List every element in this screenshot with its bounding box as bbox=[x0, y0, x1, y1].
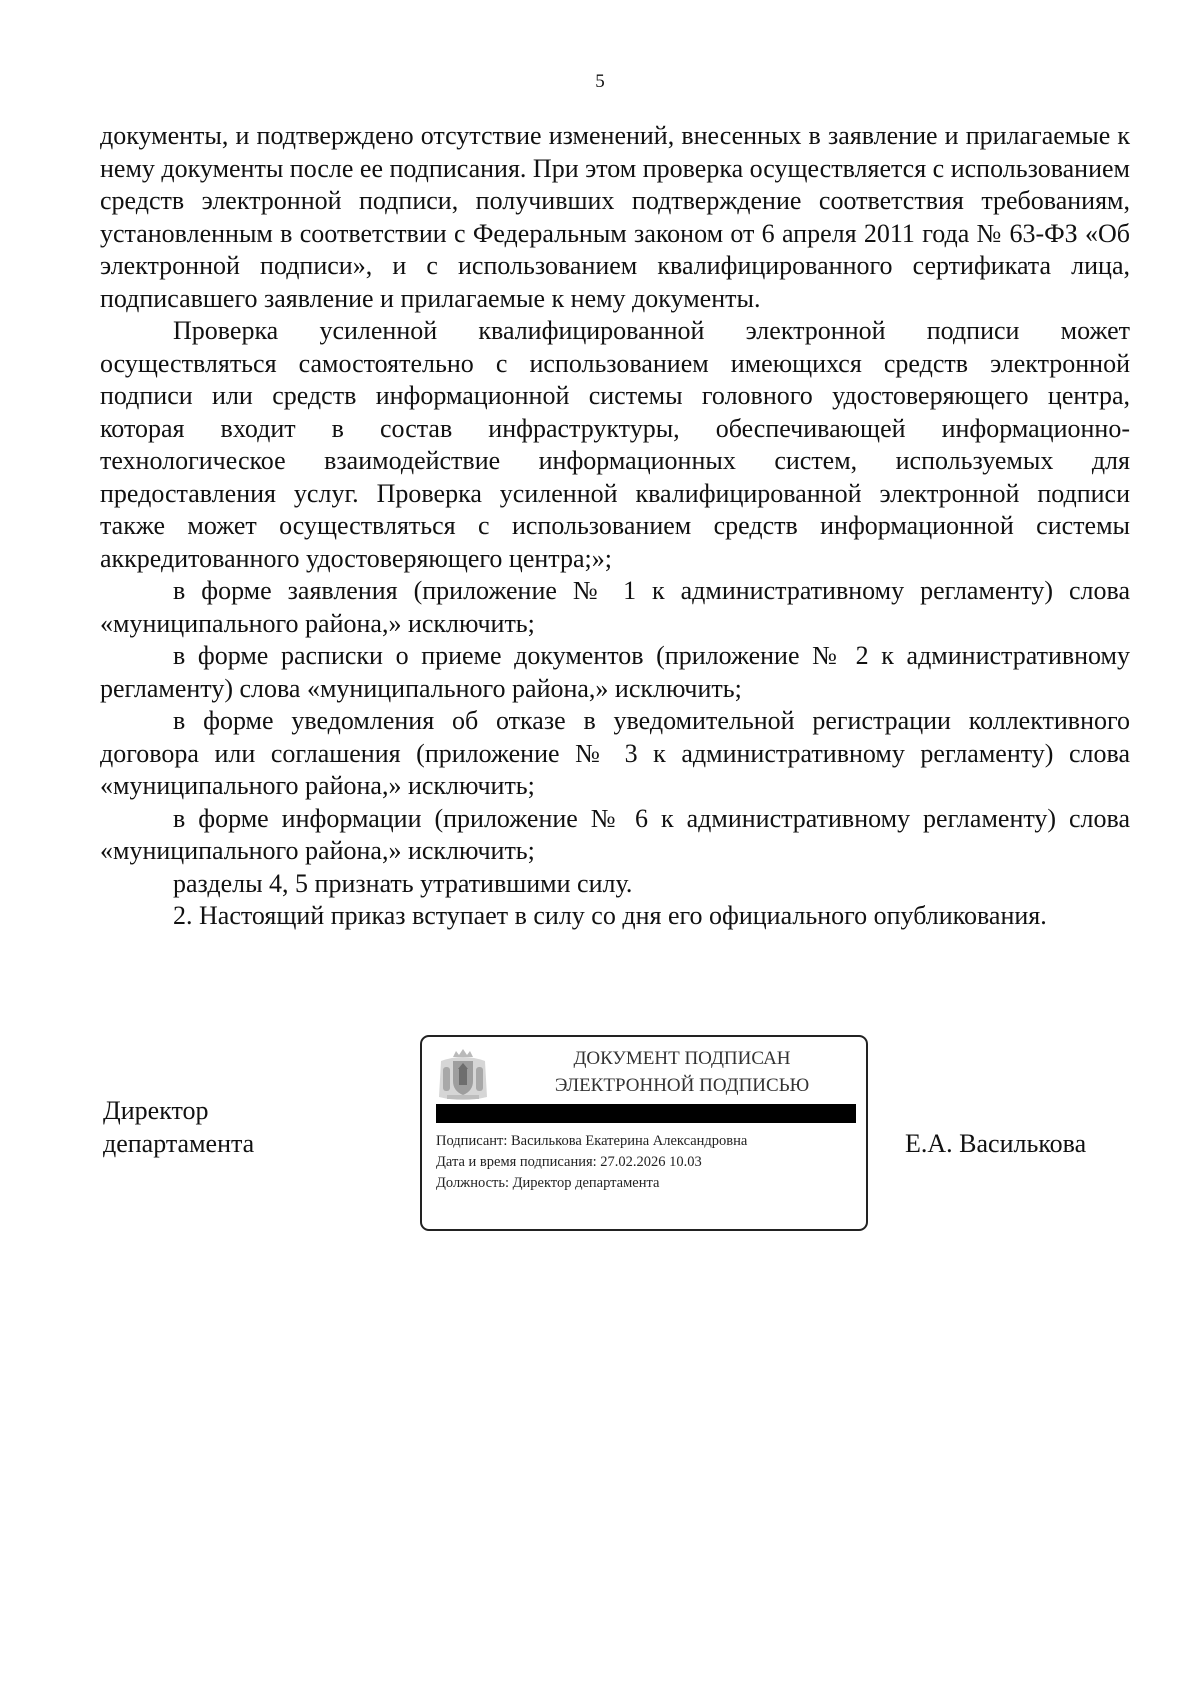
paragraph: в форме уведомления об отказе в уведомительной регистрации коллективного договора или соглашения (приложение № 3 к административному регламенту) слова «муниципального района,» исключить; bbox=[100, 706, 1130, 800]
document-body bbox=[100, 120, 1130, 933]
signatory-title-line: Директор bbox=[103, 1096, 209, 1125]
stamp-header-line: ДОКУМЕНТ ПОДПИСАН bbox=[573, 1048, 791, 1069]
signatory-title-line: департамента bbox=[103, 1128, 255, 1158]
paragraph: в форме расписки о приеме документов (приложение № 2 к административному регламенту) слова «муниципального района,» исключить; bbox=[100, 641, 1130, 703]
stamp-header-line: ЭЛЕКТРОННОЙ ПОДПИСЬЮ bbox=[554, 1075, 810, 1096]
stamp-position: Должность: Директор департамента bbox=[436, 1175, 660, 1191]
paragraph: 2. Настоящий приказ вступает в силу со дня его официального опубликования. bbox=[173, 901, 1047, 930]
signatory-title bbox=[103, 1095, 254, 1160]
stamp-datetime: Дата и время подписания: 27.02.2026 10.03 bbox=[436, 1154, 702, 1170]
stamp-details bbox=[436, 1131, 861, 1194]
certificate-bar bbox=[436, 1104, 856, 1123]
stamp-header bbox=[517, 1045, 847, 1099]
coat-of-arms-icon bbox=[435, 1047, 491, 1103]
paragraph: документы, и подтверждено отсутствие изменений, внесенных в заявление и прилагаемые к нему документы после ее подписания. При этом проверка осуществляется с использованием средств электронной подписи, получивших подтверждение соответствия требованиям, установленным в соответствии с Федеральным законом от 6 апреля 2011 года № 63-ФЗ «Об электронной подписи», и с использованием квалифицированного сертификата лица, подписавшего заявление и прилагаемые к нему документы. bbox=[100, 121, 1130, 313]
paragraph: в форме информации (приложение № 6 к административному регламенту) слова «муниципального района,» исключить; bbox=[100, 803, 1130, 865]
paragraph: Проверка усиленной квалифицированной электронной подписи может осуществляться самостоятельно с использованием имеющихся средств электронной подписи или средств информационной системы головного удостоверяющего центра, которая входит в состав инфраструктуры, обеспечивающей информационно-технологическое взаимодействие информационных систем, используемых для предоставления услуг. Проверка усиленной квалифицированной электронной подписи также может осуществляться с использованием средств информационной системы аккредитованного удостоверяющего центра;»; bbox=[100, 316, 1130, 573]
stamp-signer: Подписант: Василькова Екатерина Александровна bbox=[436, 1133, 748, 1149]
page-number: 5 bbox=[595, 71, 605, 92]
signatory-name: Е.А. Василькова bbox=[905, 1129, 1087, 1158]
paragraph: в форме заявления (приложение № 1 к административному регламенту) слова «муниципального района,» исключить; bbox=[100, 576, 1130, 638]
electronic-signature-stamp bbox=[420, 1035, 868, 1231]
paragraph: разделы 4, 5 признать утратившими силу. bbox=[173, 868, 633, 898]
